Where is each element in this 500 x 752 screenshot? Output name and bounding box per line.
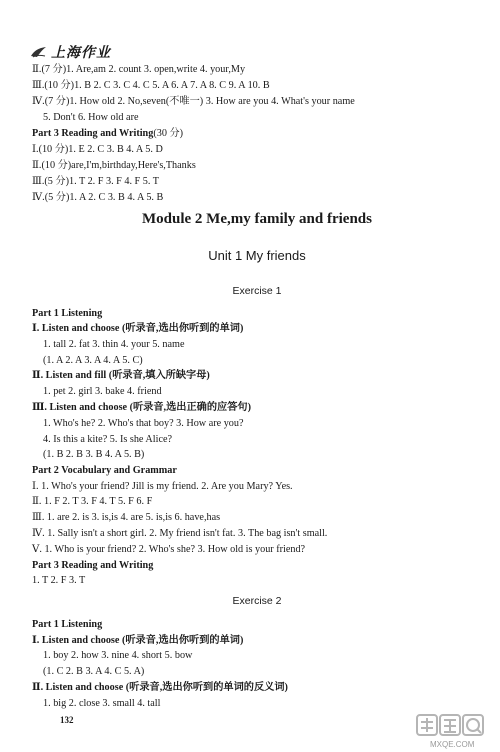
answer-line (32, 370, 210, 382)
answer-line (32, 192, 163, 204)
answer-line (43, 698, 160, 710)
watermark-site: MXQE.COM (430, 740, 475, 749)
line-text: Ⅰ.(10 分)1. E 2. C 3. B 4. A 5. D (32, 144, 163, 155)
line-text: 4. Is this a kite? 5. Is she Alice? (43, 434, 173, 445)
line-text: (30 分) (153, 128, 184, 139)
line-text: 1. Who's he? 2. Who's that boy? 3. How are you? (43, 418, 244, 429)
line-text: Part 1 Listening (32, 308, 103, 319)
line-text: Part 2 Vocabulary and Grammar (32, 465, 177, 476)
line-text: (1. C 2. B 3. A 4. C 5. A) (43, 666, 145, 677)
section-heading (32, 285, 482, 297)
answer-line (32, 176, 159, 188)
answer-line (43, 418, 244, 430)
bird-logo-icon (30, 45, 48, 59)
line-text: 1. T 2. F 3. T (32, 575, 86, 586)
answer-line (32, 682, 288, 694)
line-text: Ⅱ. Listen and choose (听录音,选出你听到的单词的反义词) (32, 682, 288, 693)
line-text: Ⅲ.(5 分)1. T 2. F 3. F 4. F 5. T (32, 176, 159, 187)
answer-line (43, 112, 139, 124)
answer-line (32, 308, 102, 320)
line-text: 1. boy 2. how 3. nine 4. short 5. bow (43, 650, 193, 661)
logo (30, 42, 111, 62)
answer-line (43, 449, 144, 461)
answer-line (32, 128, 183, 140)
line-text: Ⅱ. 1. F 2. T 3. F 4. T 5. F 6. F (32, 496, 153, 507)
section-heading (32, 248, 482, 263)
answer-line (32, 144, 163, 156)
section-heading (32, 211, 482, 228)
answer-line (43, 434, 172, 446)
line-text: Ⅳ. 1. Sally isn't a short girl. 2. My friend isn't fat. 3. The bag isn't small. (32, 528, 328, 539)
answer-line (32, 481, 293, 493)
line-text: 1. pet 2. girl 3. bake 4. friend (43, 386, 162, 397)
answer-line (32, 544, 305, 556)
line-text: 1. big 2. close 3. small 4. tall (43, 698, 161, 709)
logo-text: 上海作业 (51, 46, 111, 61)
answer-line (32, 496, 152, 508)
answer-line (32, 64, 245, 76)
answer-line (32, 465, 177, 477)
answer-line (43, 650, 192, 662)
answer-line (32, 619, 102, 631)
line-text: Part 3 Reading and Writing (32, 560, 154, 571)
page-number: 132 (60, 715, 74, 725)
line-text: 5. Don't 6. How old are (43, 112, 139, 123)
watermark-stamp-icon (415, 712, 485, 740)
answer-line (43, 386, 162, 398)
line-text: Unit 1 My friends (208, 248, 306, 263)
line-text: Part 1 Listening (32, 619, 103, 630)
answer-line (32, 402, 251, 414)
line-text: Ⅱ.(7 分)1. Are,am 2. count 3. open,write 4. your,My (32, 64, 246, 75)
line-text: Ⅰ. 1. Who's your friend? Jill is my friend. 2. Are you Mary? Yes. (32, 481, 293, 492)
line-text: Exercise 2 (232, 595, 282, 607)
answer-line (43, 355, 143, 367)
answer-line (32, 96, 355, 108)
line-text: Ⅱ.(10 分)are,I'm,birthday,Here's,Thanks (32, 160, 196, 171)
line-text: Ⅲ.(10 分)1. B 2. C 3. C 4. C 5. A 6. A 7. A 8. C 9. A 10. B (32, 80, 270, 91)
line-text: Ⅲ. 1. are 2. is 3. is,is 4. are 5. is,is 6. have,has (32, 512, 221, 523)
section-heading (32, 595, 482, 607)
line-text: Ⅳ.(5 分)1. A 2. C 3. B 4. A 5. B (32, 192, 164, 203)
answer-line (32, 635, 243, 647)
line-text: Exercise 1 (232, 285, 282, 297)
line-text: (1. A 2. A 3. A 4. A 5. C) (43, 355, 143, 366)
line-text: Ⅰ. Listen and choose (听录音,选出你听到的单词) (32, 635, 244, 646)
line-text: Module 2 Me,my family and friends (142, 211, 372, 227)
line-text: 1. tall 2. fat 3. thin 4. your 5. name (43, 339, 185, 350)
line-text: Ⅰ. Listen and choose (听录音,选出你听到的单词) (32, 323, 244, 334)
answer-line (43, 666, 144, 678)
answer-line (32, 80, 270, 92)
line-text: Ⅱ. Listen and fill (听录音,填入所缺字母) (32, 370, 210, 381)
line-text: Ⅳ.(7 分)1. How old 2. No,seven(不唯一) 3. How are you 4. What's your name (32, 96, 355, 107)
line-text: Ⅲ. Listen and choose (听录音,选出正确的应答句) (32, 402, 251, 413)
answer-line (32, 323, 243, 335)
answer-line (32, 512, 220, 524)
line-text: (1. B 2. B 3. B 4. A 5. B) (43, 449, 145, 460)
answer-line (32, 528, 327, 540)
answer-line (32, 575, 85, 587)
answer-line (32, 160, 196, 172)
line-text: Part 3 Reading and Writing (32, 128, 154, 139)
line-text: Ⅴ. 1. Who is your friend? 2. Who's she? 3. How old is your friend? (32, 544, 306, 555)
answer-line (32, 560, 153, 572)
answer-line (43, 339, 184, 351)
